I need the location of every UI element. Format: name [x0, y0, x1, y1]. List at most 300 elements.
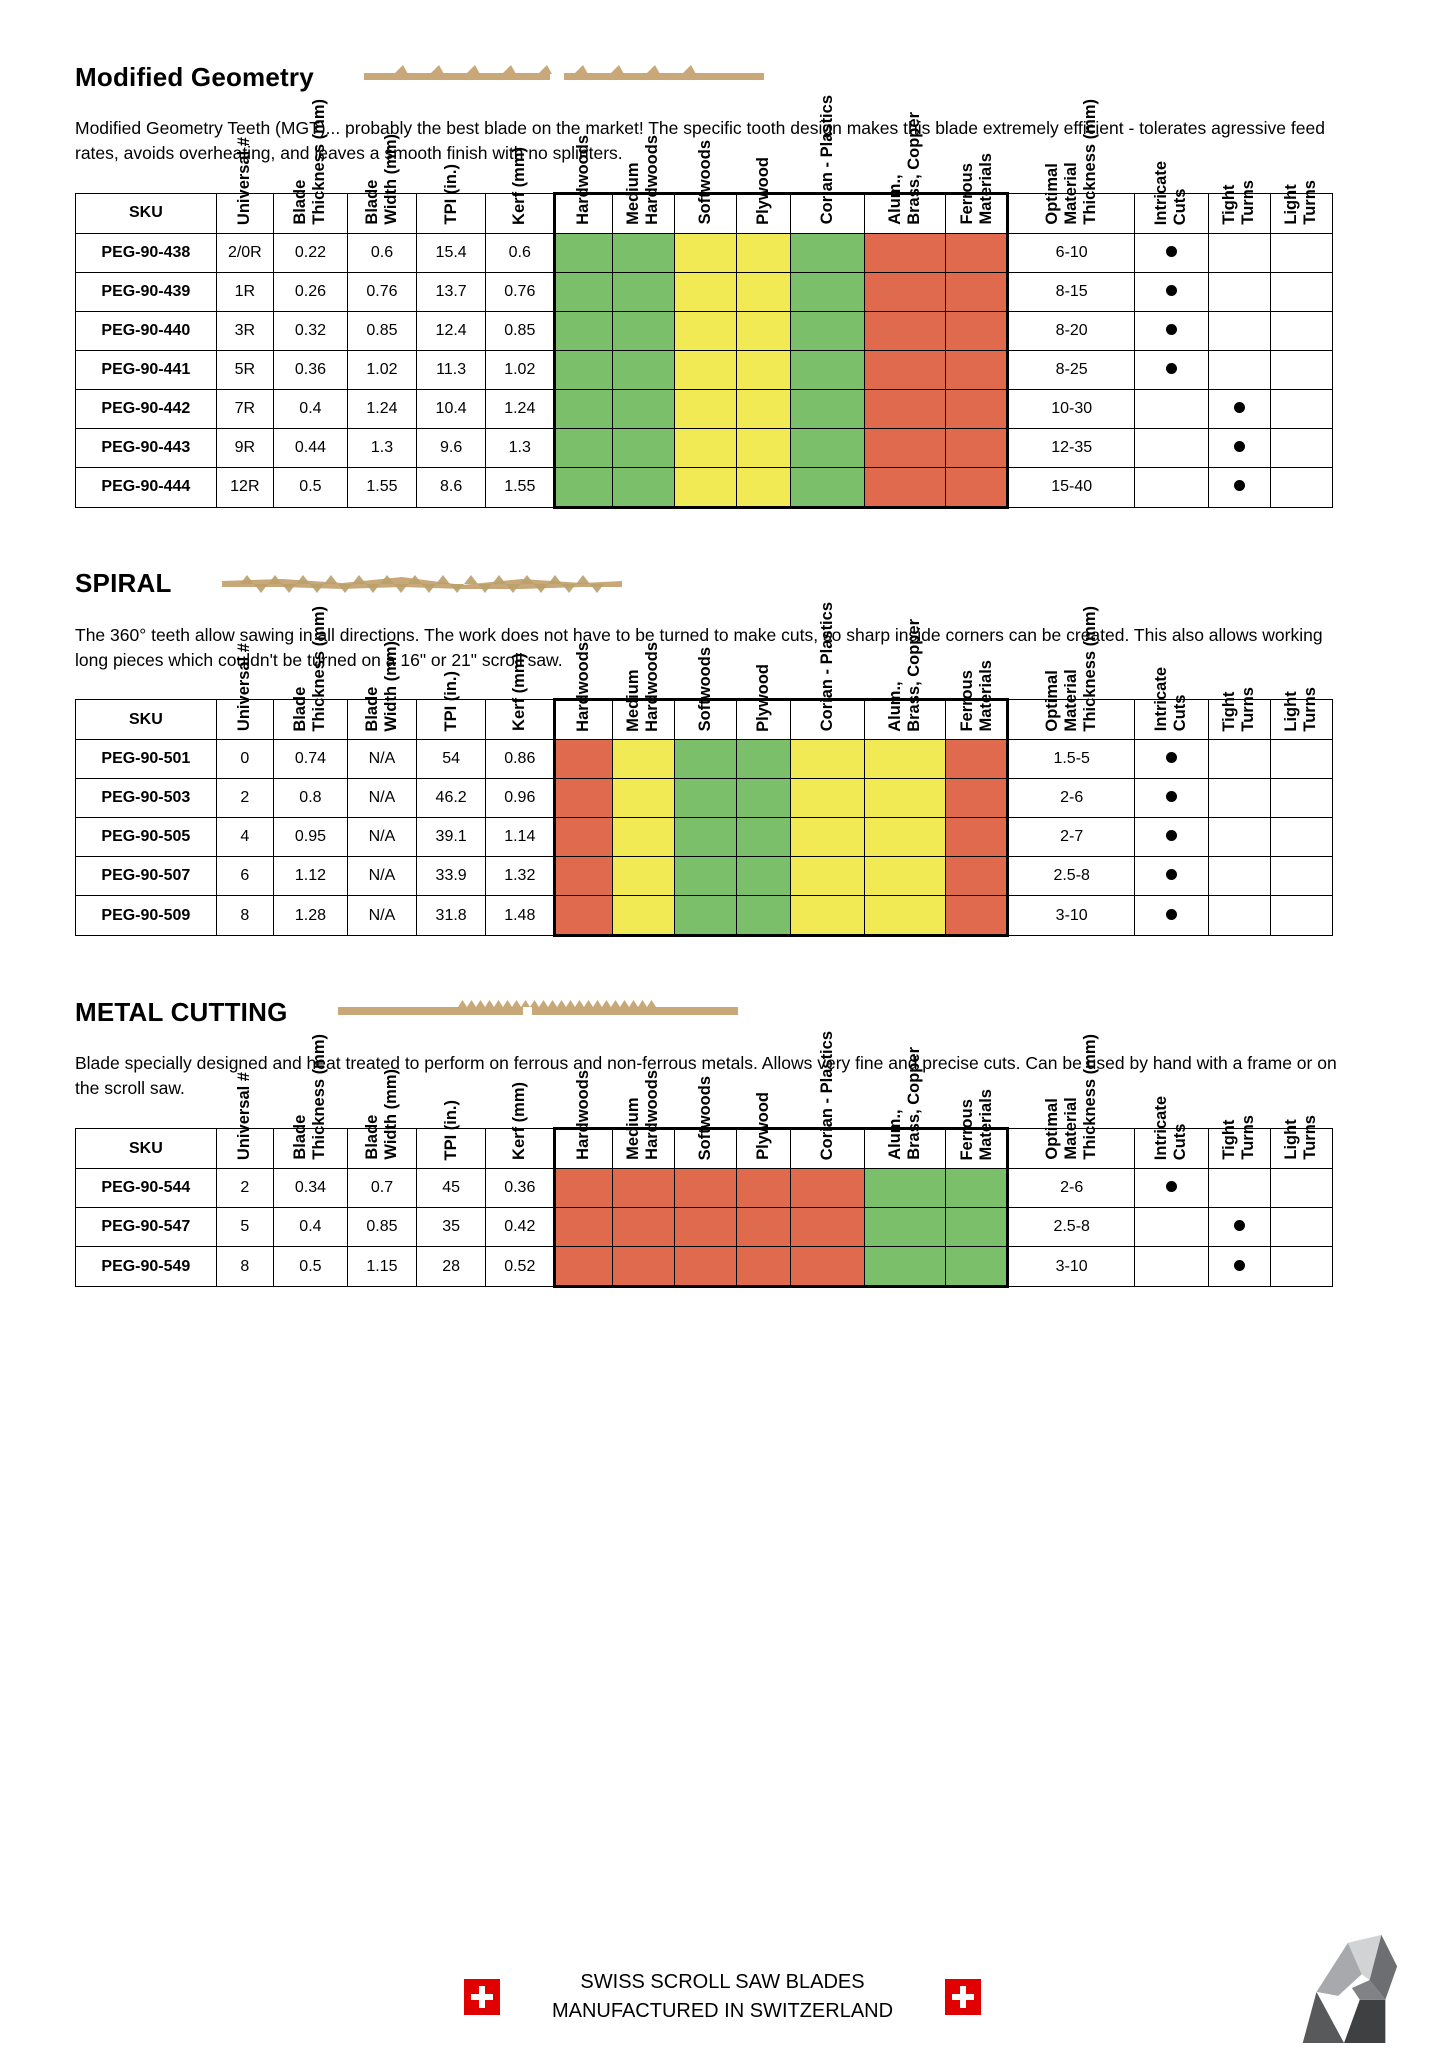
col-header-intricate — [1134, 667, 1208, 740]
col-header-medium_hardwoods-label: Medium Hardwoods — [624, 641, 662, 732]
cell-sku: PEG-90-549 — [76, 1247, 217, 1287]
footer-line-2: MANUFACTURED IN SWITZERLAND — [551, 2000, 894, 2022]
col-header-intricate-label: Intricate Cuts — [1152, 1095, 1190, 1161]
col-header-ferrous — [946, 153, 1008, 233]
cell-universal: 5R — [216, 350, 273, 389]
table-row — [76, 428, 1333, 467]
col-header-width — [347, 1069, 416, 1169]
cell-material-medium_hardwoods — [612, 467, 674, 507]
sections-container — [75, 60, 1370, 1288]
cell-tight — [1208, 740, 1270, 779]
dot-marker — [1166, 1181, 1177, 1192]
cell-tight — [1208, 1208, 1270, 1247]
cell-light — [1270, 350, 1332, 389]
cell-material-corian — [791, 1169, 865, 1208]
cell-tpi: 11.3 — [417, 350, 486, 389]
cell-material-hardwoods — [555, 389, 612, 428]
col-header-softwoods-label: Softwoods — [695, 1075, 714, 1161]
section-metal-cutting-description: Blade specially designed and heat treated to perform on ferrous and non-ferrous metals. Allows very fine and precise cuts. Can be used by hand with a frame or on the scroll saw. — [75, 1053, 1337, 1099]
cell-width: 0.7 — [347, 1169, 416, 1208]
section-spiral — [75, 567, 1370, 938]
col-header-hardwoods — [555, 641, 612, 740]
dot-marker — [1166, 363, 1177, 374]
cell-universal: 2 — [216, 779, 273, 818]
cell-material-plywood — [736, 740, 791, 779]
cell-width: N/A — [347, 857, 416, 896]
cell-sku: PEG-90-438 — [76, 233, 217, 272]
cell-thickness: 0.8 — [273, 779, 347, 818]
col-header-softwoods-label: Softwoods — [695, 140, 714, 225]
cell-intricate — [1134, 233, 1208, 272]
cell-tight — [1208, 233, 1270, 272]
cell-kerf: 0.42 — [486, 1208, 555, 1247]
cell-material-hardwoods — [555, 818, 612, 857]
cell-intricate — [1134, 740, 1208, 779]
cell-material-corian — [791, 1247, 865, 1287]
cell-material-medium_hardwoods — [612, 389, 674, 428]
cell-material-softwoods — [674, 779, 736, 818]
cell-tpi: 45 — [417, 1169, 486, 1208]
cell-material-softwoods — [674, 233, 736, 272]
cell-thickness: 0.5 — [273, 1247, 347, 1287]
cell-material-medium_hardwoods — [612, 1169, 674, 1208]
cell-kerf: 0.85 — [486, 311, 555, 350]
cell-optimal: 6-10 — [1008, 233, 1134, 272]
col-header-thickness — [273, 1034, 347, 1169]
dot-marker — [1166, 830, 1177, 841]
col-header-thickness-label: Blade Thickness (mm) — [291, 99, 329, 225]
col-header-kerf — [486, 146, 555, 233]
col-header-tight-label: Tight Turns — [1220, 686, 1258, 732]
cell-width: N/A — [347, 818, 416, 857]
cell-thickness: 0.5 — [273, 467, 347, 507]
cell-tpi: 31.8 — [417, 896, 486, 936]
cell-material-corian — [791, 1208, 865, 1247]
dot-marker — [1166, 909, 1177, 920]
cell-material-alum — [865, 1208, 946, 1247]
cell-material-plywood — [736, 389, 791, 428]
cell-optimal: 3-10 — [1008, 1247, 1134, 1287]
cell-tpi: 33.9 — [417, 857, 486, 896]
cell-tpi: 8.6 — [417, 467, 486, 507]
cell-sku: PEG-90-443 — [76, 428, 217, 467]
cell-material-ferrous — [946, 311, 1008, 350]
col-header-light — [1270, 180, 1332, 233]
col-header-plywood-label: Plywood — [754, 1092, 773, 1161]
col-header-universal-label: Universal # — [235, 136, 254, 225]
section-metal-cutting-title: METAL CUTTING — [75, 996, 288, 1027]
col-header-plywood — [736, 156, 791, 233]
col-header-plywood-label: Plywood — [754, 156, 773, 225]
col-header-hardwoods-label: Hardwoods — [574, 1070, 593, 1161]
cell-kerf: 0.36 — [486, 1169, 555, 1208]
cell-universal: 3R — [216, 311, 273, 350]
cell-material-alum — [865, 311, 946, 350]
cell-material-hardwoods — [555, 428, 612, 467]
cell-optimal: 2-7 — [1008, 818, 1134, 857]
col-header-optimal — [1008, 605, 1134, 740]
dot-marker — [1234, 441, 1245, 452]
cell-material-hardwoods — [555, 350, 612, 389]
cell-tpi: 28 — [417, 1247, 486, 1287]
cell-intricate — [1134, 1169, 1208, 1208]
col-header-light — [1270, 686, 1332, 740]
table-row — [76, 467, 1333, 507]
cell-tpi: 39.1 — [417, 818, 486, 857]
cell-tight — [1208, 818, 1270, 857]
col-header-hardwoods-label: Hardwoods — [574, 641, 593, 732]
cell-kerf: 1.02 — [486, 350, 555, 389]
cell-sku: PEG-90-509 — [76, 896, 217, 936]
page-footer — [0, 1968, 1445, 2026]
cell-material-hardwoods — [555, 272, 612, 311]
table-row — [76, 233, 1333, 272]
cell-width: 0.76 — [347, 272, 416, 311]
cell-width: 1.15 — [347, 1247, 416, 1287]
col-header-tight — [1208, 686, 1270, 740]
cell-material-softwoods — [674, 1208, 736, 1247]
cell-kerf: 1.48 — [486, 896, 555, 936]
cell-universal: 7R — [216, 389, 273, 428]
cell-tight — [1208, 1169, 1270, 1208]
cell-light — [1270, 233, 1332, 272]
col-header-tight-label: Tight Turns — [1220, 180, 1258, 225]
cell-material-corian — [791, 350, 865, 389]
dot-marker — [1166, 791, 1177, 802]
cell-tight — [1208, 389, 1270, 428]
cell-kerf: 0.6 — [486, 233, 555, 272]
cell-material-hardwoods — [555, 1169, 612, 1208]
cell-universal: 1R — [216, 272, 273, 311]
cell-material-plywood — [736, 857, 791, 896]
cell-material-medium_hardwoods — [612, 740, 674, 779]
cell-material-softwoods — [674, 350, 736, 389]
cell-sku: PEG-90-439 — [76, 272, 217, 311]
cell-tight — [1208, 779, 1270, 818]
col-header-medium_hardwoods — [612, 641, 674, 740]
cell-sku: PEG-90-501 — [76, 740, 217, 779]
col-header-plywood — [736, 663, 791, 740]
cell-width: 1.3 — [347, 428, 416, 467]
cell-thickness: 0.4 — [273, 389, 347, 428]
cell-light — [1270, 1247, 1332, 1287]
dot-marker — [1166, 752, 1177, 763]
cell-width: N/A — [347, 896, 416, 936]
cell-tpi: 10.4 — [417, 389, 486, 428]
cell-material-hardwoods — [555, 1208, 612, 1247]
col-header-sku-label: SKU — [128, 1139, 163, 1157]
col-header-ferrous-label: Ferrous Materials — [957, 153, 995, 225]
cell-optimal: 3-10 — [1008, 896, 1134, 936]
cell-material-ferrous — [946, 818, 1008, 857]
cell-material-ferrous — [946, 272, 1008, 311]
cell-material-ferrous — [946, 428, 1008, 467]
col-header-sku — [76, 193, 217, 233]
cell-thickness: 0.32 — [273, 311, 347, 350]
table-row — [76, 857, 1333, 896]
cell-material-hardwoods — [555, 740, 612, 779]
cell-universal: 2 — [216, 1169, 273, 1208]
col-header-sku-label: SKU — [128, 710, 163, 728]
col-header-sku-label: SKU — [128, 204, 163, 222]
col-header-universal — [216, 1072, 273, 1169]
cell-sku: PEG-90-505 — [76, 818, 217, 857]
col-header-plywood-label: Plywood — [754, 663, 773, 732]
col-header-kerf-label: Kerf (mm) — [510, 653, 529, 732]
cell-tpi: 46.2 — [417, 779, 486, 818]
cell-kerf: 1.55 — [486, 467, 555, 507]
cell-thickness: 0.95 — [273, 818, 347, 857]
cell-material-softwoods — [674, 857, 736, 896]
cell-optimal: 2.5-8 — [1008, 857, 1134, 896]
table-row — [76, 350, 1333, 389]
cell-intricate — [1134, 272, 1208, 311]
cell-width: N/A — [347, 740, 416, 779]
cell-material-hardwoods — [555, 467, 612, 507]
cell-material-softwoods — [674, 1169, 736, 1208]
dot-marker — [1234, 1220, 1245, 1231]
cell-light — [1270, 857, 1332, 896]
cell-universal: 0 — [216, 740, 273, 779]
col-header-intricate-label: Intricate Cuts — [1152, 160, 1190, 225]
cell-tpi: 9.6 — [417, 428, 486, 467]
cell-material-ferrous — [946, 779, 1008, 818]
swiss-flag-icon-left — [464, 1979, 500, 2015]
cell-sku: PEG-90-442 — [76, 389, 217, 428]
cell-material-corian — [791, 896, 865, 936]
cell-thickness: 0.36 — [273, 350, 347, 389]
table-row — [76, 1169, 1333, 1208]
cell-material-softwoods — [674, 818, 736, 857]
col-header-alum — [865, 111, 946, 233]
col-header-optimal-label: Optimal Material Thickness (mm) — [1043, 99, 1100, 225]
cell-material-medium_hardwoods — [612, 233, 674, 272]
cell-width: 1.24 — [347, 389, 416, 428]
col-header-ferrous — [946, 1088, 1008, 1169]
cell-kerf: 0.96 — [486, 779, 555, 818]
dot-marker — [1166, 324, 1177, 335]
cell-material-medium_hardwoods — [612, 896, 674, 936]
col-header-corian — [791, 602, 865, 740]
cell-optimal: 8-25 — [1008, 350, 1134, 389]
cell-sku: PEG-90-444 — [76, 467, 217, 507]
cell-universal: 12R — [216, 467, 273, 507]
cell-intricate — [1134, 896, 1208, 936]
table-row — [76, 389, 1333, 428]
cell-intricate — [1134, 779, 1208, 818]
section-modified-geometry-description: Modified Geometry Teeth (MGT)... probably the best blade on the market! The specific tooth design makes this blade extremely efficient - tolerates agressive feed rates, avoids overheating, and leaves a smooth finish with no splinters. — [75, 118, 1325, 163]
table-row — [76, 1208, 1333, 1247]
cell-optimal: 8-15 — [1008, 272, 1134, 311]
cell-optimal: 1.5-5 — [1008, 740, 1134, 779]
section-metal-cutting — [75, 995, 1370, 1288]
cell-tpi: 54 — [417, 740, 486, 779]
cell-material-ferrous — [946, 740, 1008, 779]
footer-text — [552, 1968, 893, 2026]
col-header-universal-label: Universal # — [235, 643, 254, 732]
cell-kerf: 1.24 — [486, 389, 555, 428]
cell-thickness: 0.74 — [273, 740, 347, 779]
cell-material-plywood — [736, 233, 791, 272]
footer-line-1: SWISS SCROLL SAW BLADES — [580, 1971, 865, 1993]
dot-marker — [1234, 402, 1245, 413]
cell-material-plywood — [736, 428, 791, 467]
cell-material-plywood — [736, 779, 791, 818]
dot-marker — [1166, 285, 1177, 296]
cell-intricate — [1134, 818, 1208, 857]
cell-thickness: 0.44 — [273, 428, 347, 467]
col-header-hardwoods-label: Hardwoods — [574, 134, 593, 225]
cell-tight — [1208, 896, 1270, 936]
col-header-alum — [865, 618, 946, 740]
cell-light — [1270, 389, 1332, 428]
cell-tpi: 35 — [417, 1208, 486, 1247]
col-header-optimal-label: Optimal Material Thickness (mm) — [1043, 1034, 1100, 1161]
col-header-softwoods — [674, 1075, 736, 1169]
col-header-thickness-label: Blade Thickness (mm) — [291, 1034, 329, 1161]
cell-kerf: 1.3 — [486, 428, 555, 467]
cell-material-softwoods — [674, 896, 736, 936]
col-header-kerf-label: Kerf (mm) — [510, 146, 529, 225]
cell-light — [1270, 467, 1332, 507]
col-header-softwoods — [674, 140, 736, 233]
col-header-width — [347, 134, 416, 233]
col-header-light-label: Light Turns — [1282, 1115, 1320, 1161]
col-header-hardwoods — [555, 1070, 612, 1169]
cell-material-softwoods — [674, 1247, 736, 1287]
cell-material-medium_hardwoods — [612, 428, 674, 467]
cell-width: N/A — [347, 779, 416, 818]
cell-tpi: 15.4 — [417, 233, 486, 272]
cell-sku: PEG-90-503 — [76, 779, 217, 818]
cell-material-softwoods — [674, 311, 736, 350]
cell-material-corian — [791, 389, 865, 428]
cell-material-plywood — [736, 350, 791, 389]
cell-kerf: 0.86 — [486, 740, 555, 779]
cell-universal: 6 — [216, 857, 273, 896]
col-header-light-label: Light Turns — [1282, 686, 1320, 732]
cell-material-medium_hardwoods — [612, 818, 674, 857]
col-header-width-label: Blade Width (mm) — [363, 640, 400, 732]
col-header-light — [1270, 1115, 1332, 1169]
swiss-flag-icon-right — [945, 1979, 981, 2015]
col-header-kerf-label: Kerf (mm) — [510, 1082, 529, 1161]
cell-thickness: 0.26 — [273, 272, 347, 311]
cell-tight — [1208, 857, 1270, 896]
cell-sku: PEG-90-441 — [76, 350, 217, 389]
cell-thickness: 1.12 — [273, 857, 347, 896]
cell-material-hardwoods — [555, 896, 612, 936]
cell-material-alum — [865, 1247, 946, 1287]
col-header-plywood — [736, 1092, 791, 1169]
cell-material-plywood — [736, 467, 791, 507]
cell-intricate — [1134, 857, 1208, 896]
cell-material-medium_hardwoods — [612, 272, 674, 311]
cell-material-ferrous — [946, 389, 1008, 428]
cell-tight — [1208, 428, 1270, 467]
cell-tight — [1208, 1247, 1270, 1287]
cell-sku: PEG-90-547 — [76, 1208, 217, 1247]
cell-material-alum — [865, 740, 946, 779]
cell-material-plywood — [736, 1208, 791, 1247]
cell-thickness: 0.4 — [273, 1208, 347, 1247]
cell-width: 0.85 — [347, 1208, 416, 1247]
col-header-intricate-label: Intricate Cuts — [1152, 667, 1190, 732]
cell-material-ferrous — [946, 1247, 1008, 1287]
col-header-optimal-label: Optimal Material Thickness (mm) — [1043, 605, 1100, 732]
cell-intricate — [1134, 389, 1208, 428]
col-header-thickness — [273, 99, 347, 233]
table-row — [76, 779, 1333, 818]
col-header-tight — [1208, 180, 1270, 233]
cell-sku: PEG-90-544 — [76, 1169, 217, 1208]
cell-material-ferrous — [946, 233, 1008, 272]
cell-material-softwoods — [674, 272, 736, 311]
cell-material-medium_hardwoods — [612, 857, 674, 896]
col-header-universal-label: Universal # — [235, 1072, 254, 1161]
cell-material-softwoods — [674, 467, 736, 507]
section-modified-geometry-title: Modified Geometry — [75, 61, 314, 92]
table-row — [76, 896, 1333, 936]
col-header-tpi — [417, 670, 486, 740]
cell-material-softwoods — [674, 428, 736, 467]
cell-thickness: 1.28 — [273, 896, 347, 936]
col-header-tpi-label: TPI (in.) — [441, 670, 460, 732]
col-header-corian — [791, 1030, 865, 1169]
col-header-corian — [791, 95, 865, 233]
col-header-width-label: Blade Width (mm) — [363, 134, 400, 225]
cell-material-medium_hardwoods — [612, 350, 674, 389]
cell-tpi: 13.7 — [417, 272, 486, 311]
cell-optimal: 2-6 — [1008, 1169, 1134, 1208]
col-header-medium_hardwoods — [612, 1070, 674, 1169]
cell-light — [1270, 311, 1332, 350]
dot-marker — [1234, 480, 1245, 491]
table-row — [76, 272, 1333, 311]
cell-material-softwoods — [674, 740, 736, 779]
cell-material-alum — [865, 467, 946, 507]
cell-material-corian — [791, 272, 865, 311]
col-header-corian-label: Corian - Plastics — [818, 1030, 837, 1161]
col-header-ferrous-label: Ferrous Materials — [957, 1088, 995, 1161]
cell-light — [1270, 428, 1332, 467]
cell-optimal: 15-40 — [1008, 467, 1134, 507]
dot-marker — [1234, 1260, 1245, 1271]
cell-kerf: 0.52 — [486, 1247, 555, 1287]
cell-light — [1270, 896, 1332, 936]
table-row — [76, 311, 1333, 350]
cell-universal: 8 — [216, 1247, 273, 1287]
cell-kerf: 0.76 — [486, 272, 555, 311]
dot-marker — [1166, 246, 1177, 257]
col-header-tight — [1208, 1115, 1270, 1169]
col-header-light-label: Light Turns — [1282, 180, 1320, 225]
col-header-sku — [76, 700, 217, 740]
cell-material-hardwoods — [555, 857, 612, 896]
cell-intricate — [1134, 428, 1208, 467]
cell-kerf: 1.32 — [486, 857, 555, 896]
cell-light — [1270, 272, 1332, 311]
col-header-tpi-label: TPI (in.) — [441, 1099, 460, 1161]
cell-material-corian — [791, 233, 865, 272]
cell-sku: PEG-90-440 — [76, 311, 217, 350]
cell-optimal: 8-20 — [1008, 311, 1134, 350]
cell-light — [1270, 818, 1332, 857]
col-header-corian-label: Corian - Plastics — [818, 602, 837, 732]
col-header-alum — [865, 1047, 946, 1169]
col-header-softwoods — [674, 647, 736, 740]
col-header-intricate — [1134, 1095, 1208, 1169]
